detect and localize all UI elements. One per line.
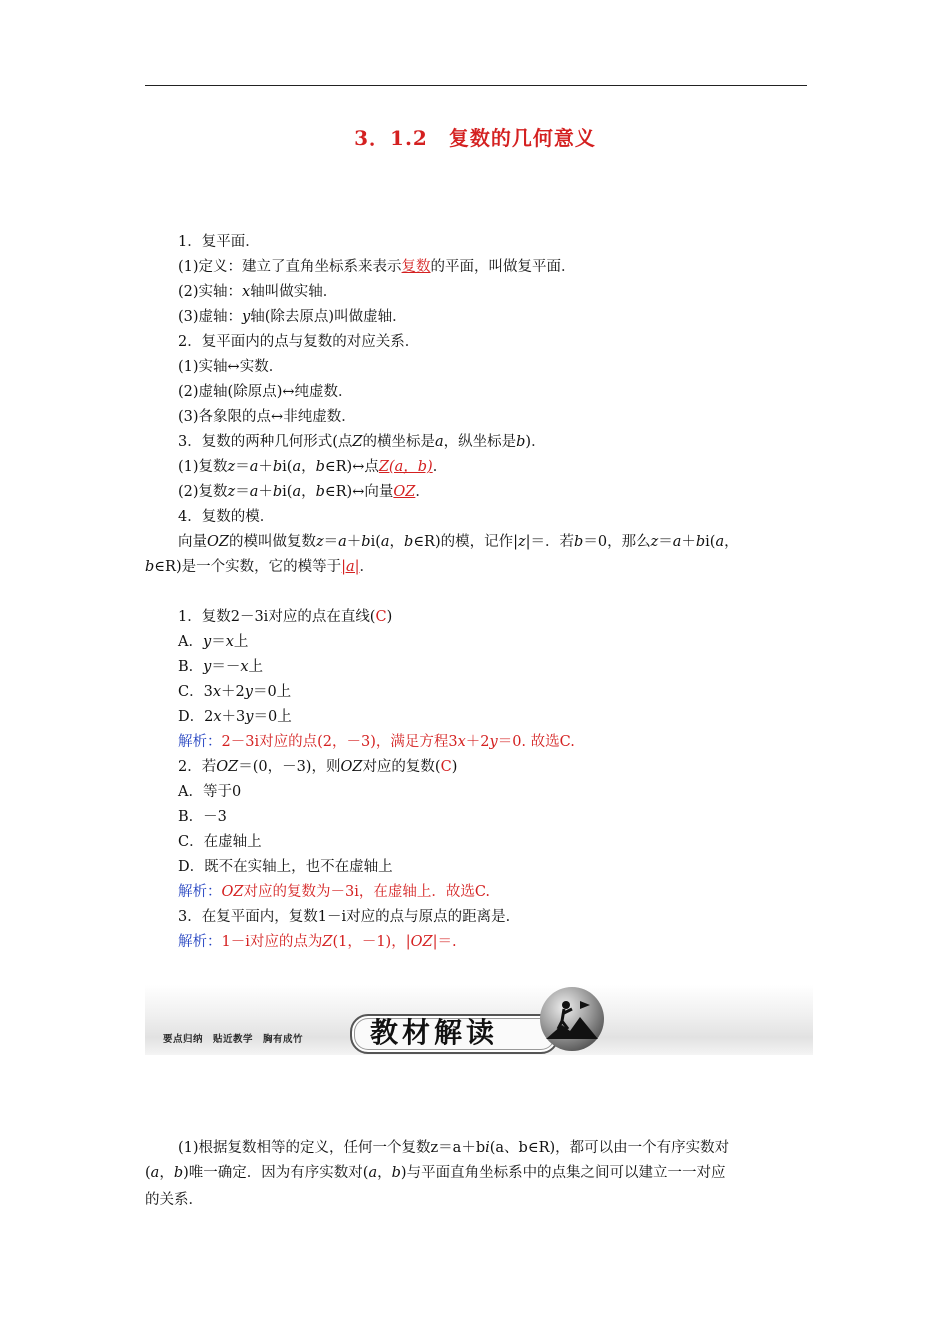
banner-subtitle: 要点归纳 贴近教学 胸有成竹 — [163, 1034, 304, 1045]
solution-1: 解析：2－3i对应的点(2，－3)，满足方程3x＋2y＝0. 故选C. — [178, 734, 575, 750]
solution-2: 解析：OZ对应的复数为－3i，在虚轴上．故选C. — [178, 884, 491, 900]
paragraph-line-2: (a，b)唯一确定．因为有序实数对(a，b)与平面直角坐标系中的点集之间可以建立一一对应 — [145, 1165, 726, 1181]
form-point: (1)复数z＝a＋bi(a，b∈R)↔点Z(a，b)． — [178, 459, 448, 475]
heading-geometric-forms: 3．复数的两种几何形式(点Z的横坐标是a，纵坐标是b)． — [178, 434, 546, 450]
def-real-axis: (2)实轴：x轴叫做实轴． — [178, 284, 338, 300]
banner-heading: 教材解读 — [370, 1016, 499, 1049]
page-title: 3．1.2 复数的几何意义 — [354, 126, 596, 150]
def-imag-axis: (3)虚轴：y轴(除去原点)叫做虚轴． — [178, 309, 407, 325]
question-2: 2．若OZ＝(0，－3)，则OZ对应的复数(C) — [178, 759, 458, 775]
def-modulus-cont: b∈R)是一个实数，它的模等于|a|． — [145, 559, 375, 575]
option-a: A．等于0 — [178, 784, 242, 800]
option-c: C．3x＋2y＝0上 — [178, 684, 292, 700]
blank-answer: |a| — [341, 559, 360, 575]
question-1: 1．复数2－3i对应的点在直线(C) — [178, 609, 393, 625]
corr-quadrant: (3)各象限的点↔非纯虚数． — [178, 409, 356, 425]
def-complex-plane: (1)定义：建立了直角坐标系来表示复数的平面，叫做复平面． — [178, 259, 576, 275]
paragraph-line-3: 的关系． — [145, 1192, 203, 1208]
blank-answer: 复数 — [401, 259, 431, 275]
option-d: D．既不在实轴上，也不在虚轴上 — [178, 859, 393, 875]
question-3: 3．在复平面内，复数1－i对应的点与原点的距离是． — [178, 909, 521, 925]
corr-real: (1)实轴↔实数． — [178, 359, 284, 375]
option-b: B．－3 — [178, 809, 227, 825]
climber-icon — [540, 987, 604, 1051]
answer-letter: C — [440, 759, 452, 775]
blank-answer: OZ — [393, 484, 416, 500]
option-a: A．y＝x上 — [178, 634, 249, 650]
section-banner — [145, 985, 813, 1055]
header-rule — [145, 85, 807, 86]
heading-correspondence: 2．复平面内的点与复数的对应关系． — [178, 334, 420, 350]
corr-imag: (2)虚轴(除原点)↔纯虚数． — [178, 384, 353, 400]
option-b: B．y＝－x上 — [178, 659, 264, 675]
solution-3: 解析：1－i对应的点为Z(1，－1)，|OZ|＝. — [178, 934, 457, 950]
option-d: D．2x＋3y＝0上 — [178, 709, 292, 725]
form-vector: (2)复数z＝a＋bi(a，b∈R)↔向量OZ． — [178, 484, 430, 500]
blank-answer: Z(a，b) — [378, 459, 433, 475]
option-c: C．在虚轴上 — [178, 834, 262, 850]
heading-complex-plane: 1．复平面． — [178, 234, 260, 250]
paragraph-line-1: (1)根据复数相等的定义，任何一个复数z＝a＋bi(a、b∈R)，都可以由一个有序实数对 — [178, 1140, 730, 1156]
def-modulus: 向量OZ的模叫做复数z＝a＋bi(a，b∈R)的模，记作|z|＝．若b＝0，那么z＝a＋bi(a， — [178, 534, 739, 550]
heading-modulus: 4．复数的模． — [178, 509, 275, 525]
answer-letter: C — [375, 609, 387, 625]
